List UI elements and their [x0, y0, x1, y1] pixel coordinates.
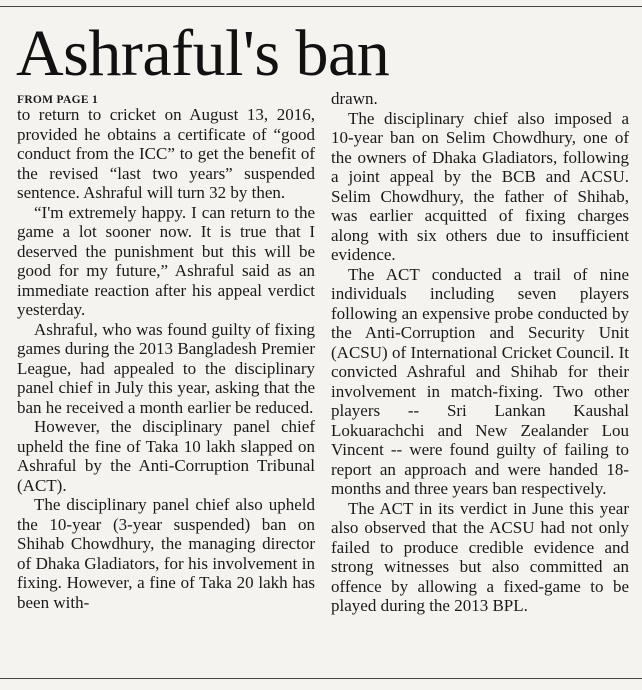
paragraph: drawn.	[331, 89, 378, 108]
paragraph: “I'm extremely happy. I can return to the game a lot sooner now. It is true that I deserved the punishment but this will be good for my future,” Ashraful said as an immediate reaction after his appeal verdict yesterday.	[17, 202, 315, 319]
kicker-from-page: FROM PAGE 1	[17, 94, 99, 106]
paragraph: The disciplinary panel chief also upheld the 10-year (3-year suspended) ban on Shihab Chowdhury, the managing director of Dhaka Gladiators, for his involvement in fixing. However, a fine of Taka 20 lakh has been with-	[17, 495, 315, 612]
paragraph: However, the disciplinary panel chief upheld the fine of Taka 10 lakh slapped on Ashraful by the Anti-Corruption Tribunal (ACT).	[17, 417, 315, 495]
right-column	[331, 89, 629, 616]
bottom-rule	[0, 678, 642, 679]
paragraph: to return to cricket on August 13, 2016, provided he obtains a certificate of “good conduct from the ICC” to get the benefit of the revised “last two years” suspended sentence. Ashraful will turn 32 by then.	[17, 105, 315, 202]
left-column	[17, 105, 315, 612]
headline: Ashraful's ban	[16, 17, 390, 90]
top-rule	[0, 6, 642, 7]
paragraph: The ACT in its verdict in June this year also observed that the ACSU had not only failed to produce credible evidence and strong witnesses but also committed an offence by allowing a fixed-game to be played during the 2013 BPL.	[331, 498, 629, 615]
paragraph: The disciplinary chief also imposed a 10-year ban on Selim Chowdhury, one of the owners of Dhaka Gladiators, following a joint appeal by the BCB and ACSU. Selim Chowdhury, the father of Shihab, was earlier acquitted of fixing charges along with six others due to insufficient evidence.	[331, 108, 629, 264]
paragraph: Ashraful, who was found guilty of fixing games during the 2013 Bangladesh Premier League, had appealed to the disciplinary panel chief in July this year, asking that the ban he received a month earlier be reduced.	[17, 319, 315, 417]
paragraph: The ACT conducted a trail of nine individuals including seven players following an expensive probe conducted by the Anti-Corruption and Security Unit (ACSU) of International Cricket Council. It convicted Ashraful and Shihab for their involvement in match-fixing. Two other players -- Sri Lankan Kaushal Lokuarachchi and New Zealander Lou Vincent -- were found guilty of failing to report an approach and were handed 18-months and three years ban respectively.	[331, 264, 629, 498]
